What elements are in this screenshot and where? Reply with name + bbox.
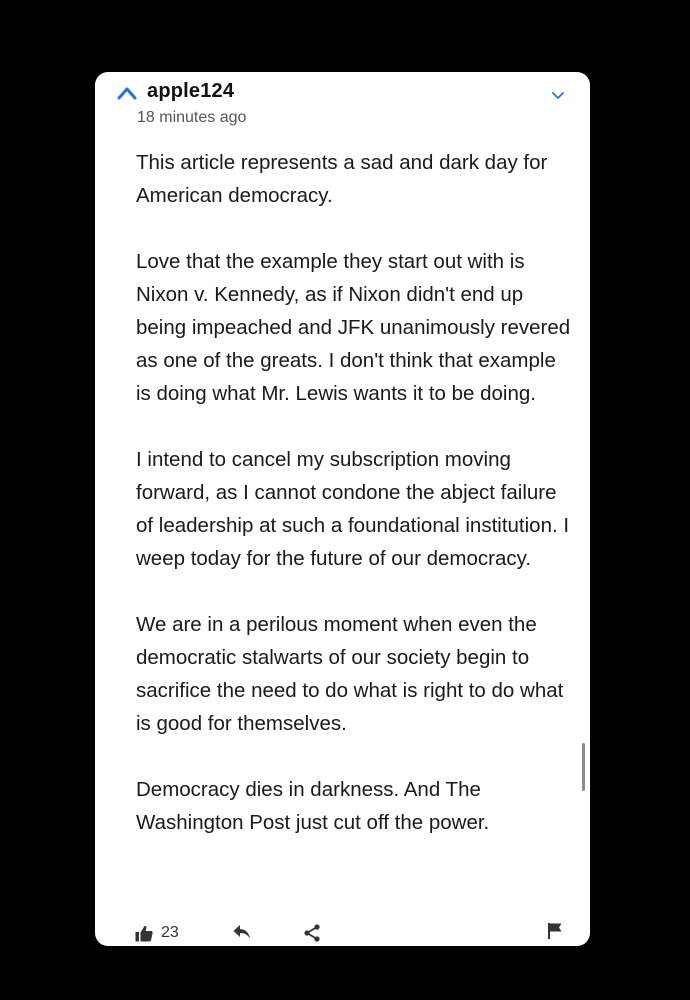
comment-paragraph: This article represents a sad and dark day for American democracy. [136,151,548,207]
scrollbar[interactable] [582,743,585,791]
comment-body [136,146,574,839]
comment-actions [95,918,590,946]
share-icon[interactable] [303,923,321,943]
comment-header [95,72,590,142]
comment-paragraph: I intend to cancel my subscription moving forward, as I cannot condone the abject failure of leadership at such a foundational institution. I weep today for the future of our democracy. [136,448,570,570]
chevron-down-icon[interactable] [551,89,565,101]
comment-username[interactable]: apple124 [147,80,235,102]
like-count: 23 [161,924,179,941]
thumbs-up-icon [135,925,153,942]
comment-paragraph: We are in a perilous moment when even the democratic stalwarts of our society begin to sacrifice the need to do what is right to do what is good for themselves. [136,613,564,735]
reply-icon[interactable] [232,922,252,942]
comment-timestamp: 18 minutes ago [137,109,247,126]
like-button[interactable] [135,918,179,946]
comment-paragraph: Democracy dies in darkness. And The Washington Post just cut off the power. [136,778,490,834]
comment-paragraph: Love that the example they start out with is Nixon v. Kennedy, as if Nixon didn't end up being impeached and JFK unanimously revered as one of the greats. I don't think that example is doing what Mr. Lewis wants it to be doing. [136,250,571,405]
flag-icon[interactable] [547,922,563,940]
chevron-up-icon[interactable] [116,84,138,102]
comment-card [95,72,590,946]
